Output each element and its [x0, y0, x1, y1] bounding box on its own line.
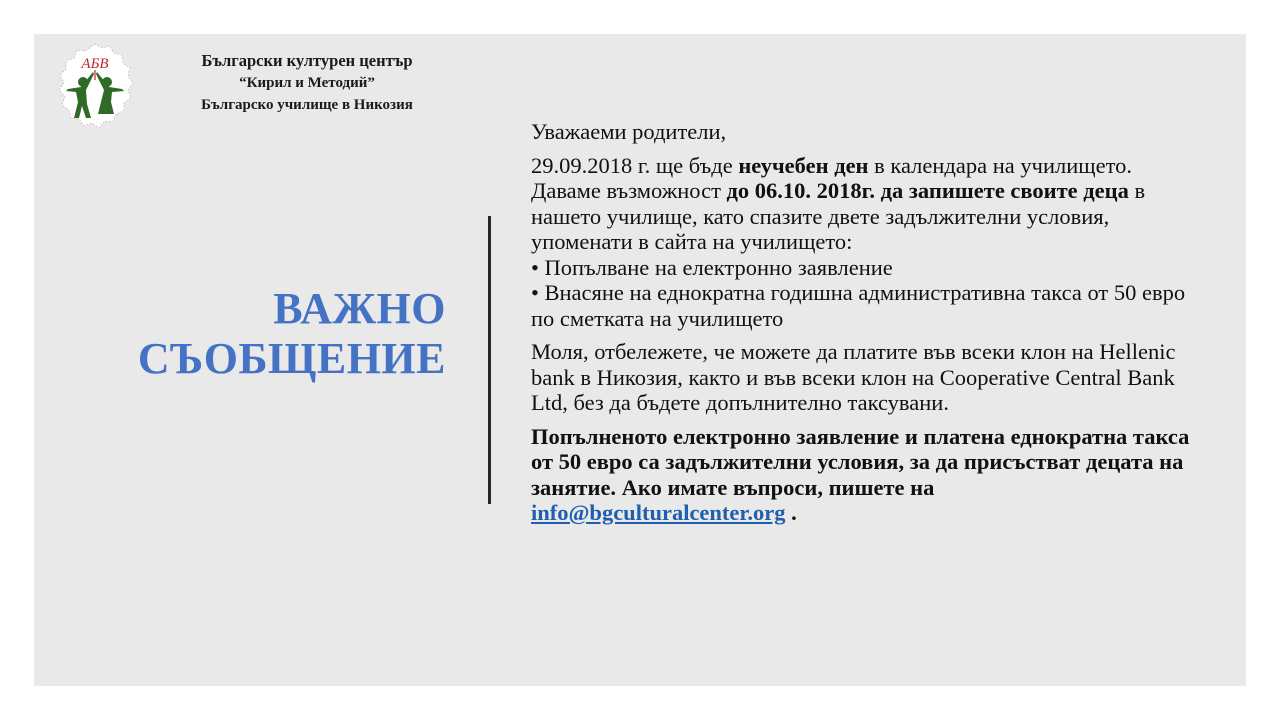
conditions-list: [531, 255, 1191, 332]
slide: [34, 34, 1246, 686]
school-logo-icon: [54, 40, 136, 136]
list-item: • Внасяне на еднократна годишна административна такса от 50 евро по сметката на училището: [531, 280, 1186, 331]
vertical-divider: [488, 216, 491, 504]
email-link[interactable]: info@bgculturalcenter.org: [531, 500, 786, 525]
list-item: • Попълване на електронно заявление: [531, 254, 893, 280]
title-line-2: СЪОБЩЕНИЕ: [137, 334, 446, 383]
organization-header: [172, 50, 442, 116]
school-name: Българско училище в Никозия: [201, 97, 413, 113]
svg-text:АБВ: АБВ: [81, 56, 109, 72]
paragraph-enrollment: [531, 153, 1191, 255]
page-title: [138, 284, 446, 384]
text: .: [785, 500, 797, 525]
text: в нашето училище, като спазите двете задължителни условия, упоменати в сайта на училището:: [531, 178, 1146, 254]
text: 29.09.2018 г. ще бъде: [531, 152, 739, 178]
greeting: Уважаеми родители,: [531, 119, 727, 144]
title-line-1: ВАЖНО: [273, 284, 446, 333]
organization-subtitle: “Кирил и Методий”: [239, 75, 375, 91]
text: Попълненото електронно заявление и платена еднократна такса от 50 евро са задължителни условия, за да присъстват децата на занятие. Ако имате въпроси, пишете на: [531, 423, 1190, 500]
text: в календара на училището. Даваме възможност: [531, 152, 1132, 203]
bold-text-deadline: до 06.10. 2018г. да запишете своите деца: [726, 178, 1129, 203]
paragraph-payment: Моля, отбележете, че можете да платите във всеки клон на Hellenic bank в Никозия, както и във всеки клон на Cooperative Central Bank Ltd, без да бъдете допълнително таксувани.: [531, 339, 1176, 415]
message-body: [531, 119, 1191, 534]
organization-name: Български културен център: [201, 51, 413, 70]
paragraph-requirements: [531, 424, 1191, 526]
bold-text-non-school-day: неучебен ден: [738, 152, 869, 178]
